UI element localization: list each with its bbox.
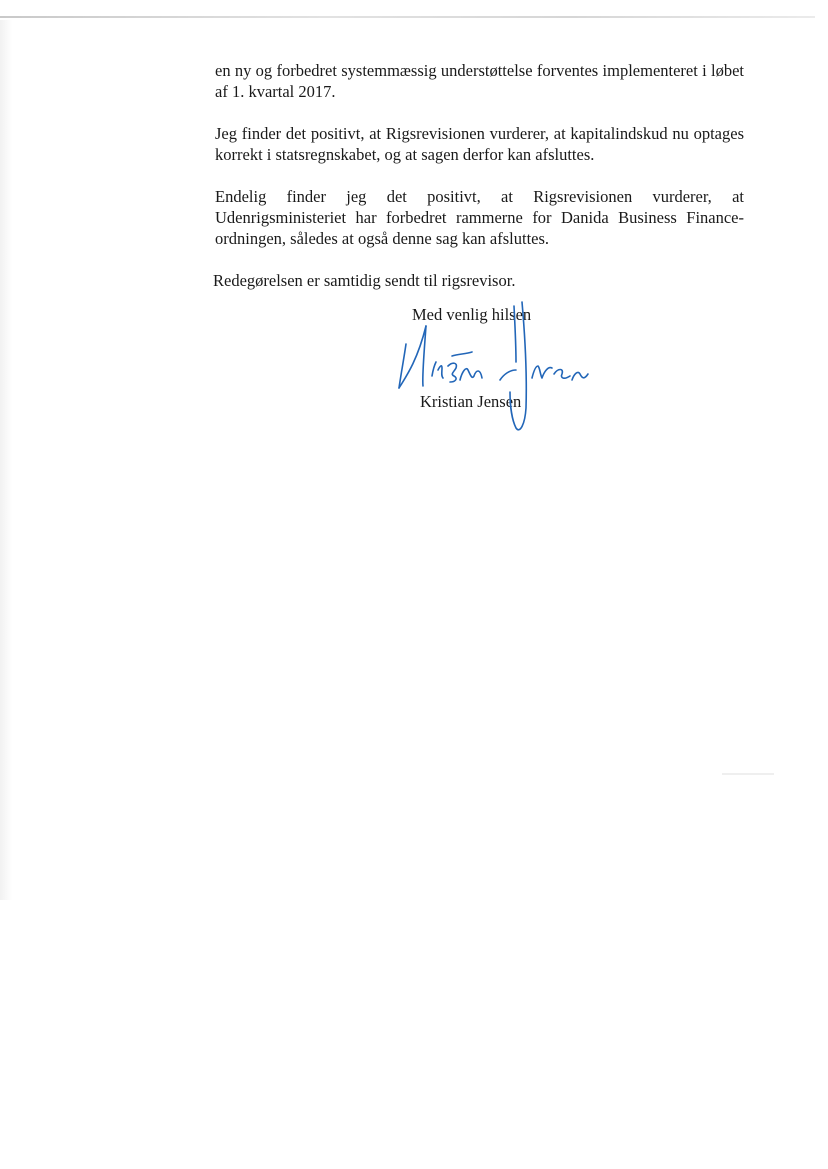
letter-body [215,60,744,312]
scan-edge-shadow [0,20,12,900]
paragraph-danida-business-finance: Endelig finder jeg det positivt, at Rigsrevisionen vurderer, at Udenrigsministeriet har forbedret rammerne for Danida Business Finance-ordningen, således at også denne sag kan afsluttes. [215,187,744,248]
scan-artifact [722,773,774,775]
scan-edge-line [0,16,815,18]
signature-strokes [399,302,588,430]
sender-name: Kristian Jensen [420,392,522,411]
paragraph-closing-note: Redegørelsen er samtidig sendt til rigsrevisor. [213,271,516,290]
salutation: Med venlig hilsen [412,305,532,324]
paragraph-capital-injection: Jeg finder det positivt, at Rigsrevisionen vurderer, at kapitalindskud nu optages korrekt i statsregnskabet, og at sagen derfor kan afsluttes. [215,124,744,164]
paragraph-implementation: en ny og forbedret systemmæssig understøttelse forventes implementeret i løbet af 1. kvartal 2017. [215,61,744,101]
handwritten-signature [392,296,592,446]
